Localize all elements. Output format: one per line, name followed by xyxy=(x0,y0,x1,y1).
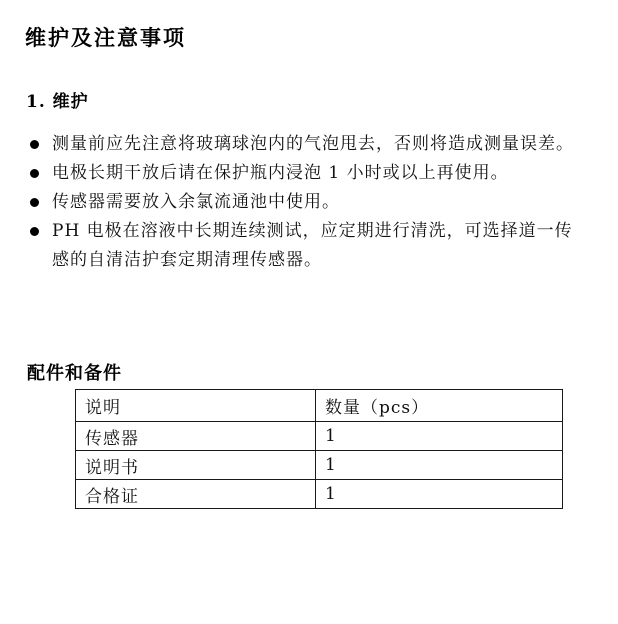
table-cell-qty: 1 xyxy=(316,480,563,509)
bullet-icon xyxy=(30,227,39,236)
maintenance-section-heading: 1. 维护 xyxy=(26,92,89,112)
table-cell-qty: 1 xyxy=(316,451,563,480)
bullet-text: 电极长期干放后请在保护瓶内浸泡 1 小时或以上再使用。 xyxy=(52,163,509,183)
table-cell-name: 传感器 xyxy=(76,422,316,451)
bullet-icon xyxy=(30,198,39,207)
bullet-icon xyxy=(30,140,39,149)
maintenance-bullet-list xyxy=(30,130,605,275)
table-header-quantity: 数量（pcs） xyxy=(316,390,563,422)
table-cell-qty: 1 xyxy=(316,422,563,451)
bullet-text-continued: 感的自清洁护套定期清理传感器。 xyxy=(52,250,322,270)
bullet-icon xyxy=(30,169,39,178)
table-row xyxy=(76,480,563,509)
table-header-row xyxy=(76,390,563,422)
list-item xyxy=(30,159,605,188)
table-row xyxy=(76,451,563,480)
page-title: 维护及注意事项 xyxy=(25,25,186,50)
table-row xyxy=(76,422,563,451)
bullet-text: PH 电极在溶液中长期连续测试，应定期进行清洗，可选择道一传 xyxy=(52,221,573,241)
parts-table xyxy=(75,389,563,509)
bullet-text: 传感器需要放入余氯流通池中使用。 xyxy=(52,192,340,212)
parts-section-heading: 配件和备件 xyxy=(27,363,122,384)
bullet-text: 测量前应先注意将玻璃球泡内的气泡甩去，否则将造成测量误差。 xyxy=(52,134,574,154)
list-item xyxy=(30,188,605,217)
list-item xyxy=(30,217,605,275)
table-header-description: 说明 xyxy=(76,390,316,422)
table-cell-name: 说明书 xyxy=(76,451,316,480)
table-cell-name: 合格证 xyxy=(76,480,316,509)
list-item xyxy=(30,130,605,159)
